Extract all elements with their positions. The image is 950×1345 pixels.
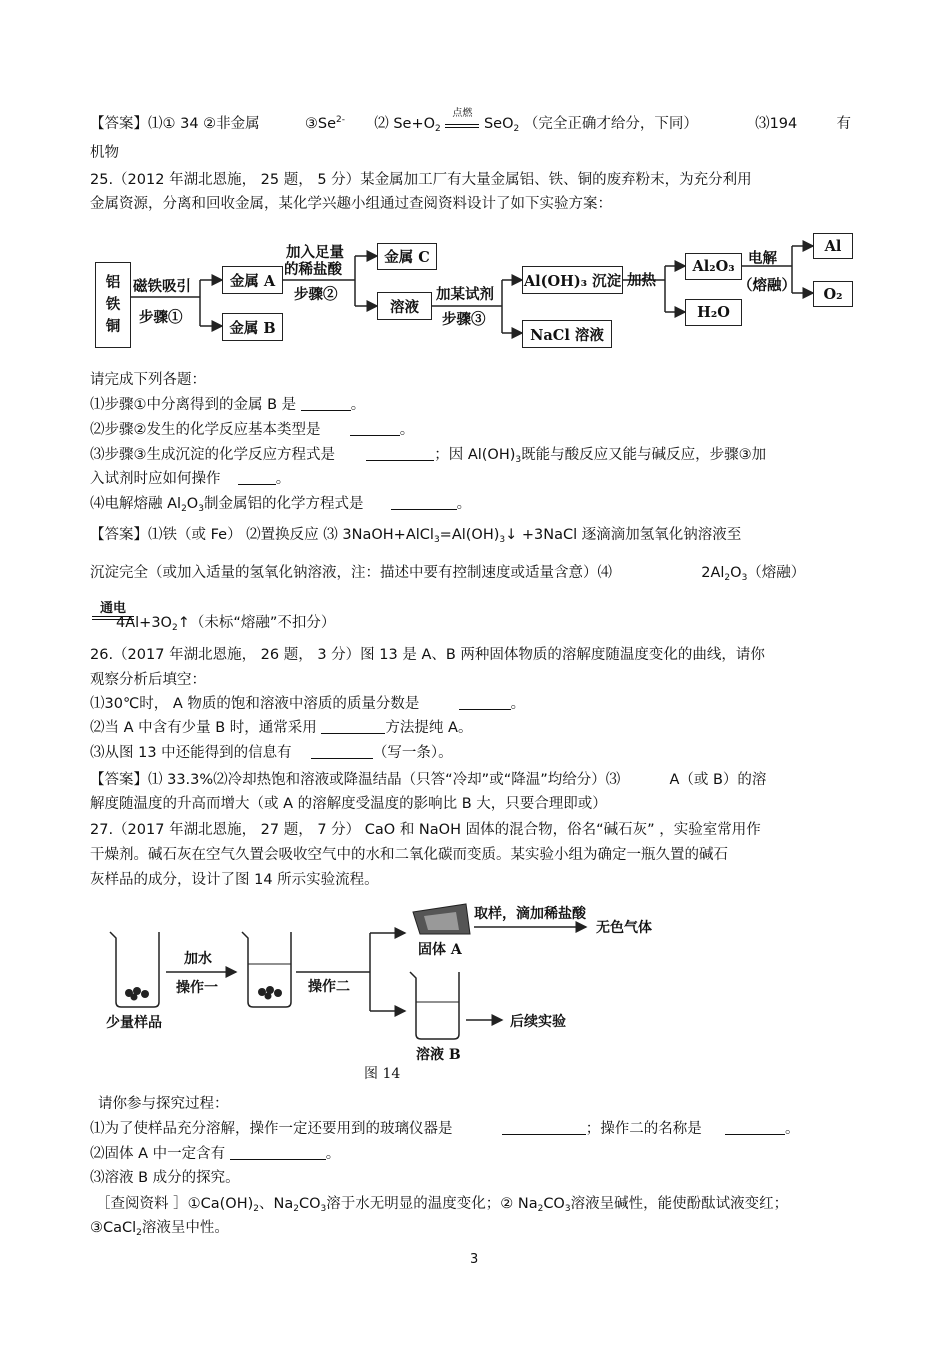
label-electrolysis: 电解 xyxy=(748,250,777,267)
al-box: Al xyxy=(813,233,853,259)
q27-question-3: ⑶溶液 B 成分的探究。 xyxy=(90,1170,240,1186)
q26-question-1: ⑴30℃时， A 物质的饱和溶液中溶质的质量分数是 。 xyxy=(90,696,526,712)
q27-question-1: ⑴为了使样品充分溶解，操作一定还要用到的玻璃仪器是 ；操作二的名称是 。 xyxy=(90,1121,800,1137)
q25-question-3a: ⑶步骤③生成沉淀的化学反应方程式是 ；因 $Al(OH)_3$既能与酸反应又能与碱反应，步骤③加 xyxy=(90,447,767,465)
q27-stem-3: 灰样品的成分，设计了图 14 所示实验流程。 xyxy=(90,872,379,888)
metal-a-box: 金属 A xyxy=(222,266,283,294)
q26-stem-1: 26.（2017 年湖北恩施， 26 题， 3 分）图 13 是 A、B 两种固体物质的溶解度随温度变化的曲线，请你 xyxy=(90,647,765,663)
q26-stem-2: 观察分析后填空： xyxy=(90,672,206,688)
label-sampling: 取样，滴加稀盐酸 xyxy=(474,906,586,922)
label-colorless-gas: 无色气体 xyxy=(596,920,652,936)
answer-blank[interactable] xyxy=(350,421,400,436)
q25-stem-2: 金属资源，分离和回收金属，某化学兴趣小组通过查阅资料设计了如下实验方案： xyxy=(90,196,612,212)
metal-c-box: 金属 C xyxy=(377,243,437,270)
label-solid-a: 固体 A xyxy=(418,942,462,958)
q27-stem-2: 干燥剂。碱石灰在空气久置会吸收空气中的水和二氧化碳而变质。某实验小组为确定一瓶久置的碱石 xyxy=(90,847,728,863)
page-number: 3 xyxy=(470,1252,479,1267)
nacl-solution-box: NaCl 溶液 xyxy=(522,320,612,348)
h2o-box: H₂O xyxy=(685,299,742,326)
q26-answer-2: 解度随温度的升高而增大（或 A 的溶解度受温度的影响比 B 大，只要合理即或） xyxy=(90,796,607,812)
label-step3: 步骤③ xyxy=(442,311,486,328)
al2o3-box: Al₂O₃ xyxy=(685,253,742,280)
answer-24-line-2: 机物 xyxy=(90,145,119,161)
reaction-condition: 点燃 xyxy=(445,116,479,128)
label-magnet: 磁铁吸引 xyxy=(133,278,191,295)
label-step2: 步骤② xyxy=(294,286,338,303)
q25-question-4: ⑷电解熔融 $Al_2O_3$制金属铝的化学方程式是 。 xyxy=(90,496,472,514)
q25-question-2: ⑵步骤②发生的化学反应基本类型是 。 xyxy=(90,422,415,438)
q27-reference-2: ③CaCl$_2$溶液呈中性。 xyxy=(90,1220,229,1238)
q25-stem-1: 25.（2012 年湖北恩施， 25 题， 5 分）某金属加工厂有大量金属铝、铁、铜的废弃粉末，为充分利用 xyxy=(90,172,752,188)
q25-prompt: 请完成下列各题： xyxy=(90,372,206,388)
metal-b-box: 金属 B xyxy=(222,313,283,341)
q27-stem-1: 27.（2017 年湖北恩施， 27 题， 7 分） CaO 和 NaOH 固体的混合物，俗名“碱石灰” ，实验室常用作 xyxy=(90,822,761,838)
label-heat: 加热 xyxy=(627,272,656,289)
raw-material-box: 铝 铁 铜 xyxy=(95,262,131,348)
label-operation-1: 操作一 xyxy=(176,980,218,996)
answer-blank[interactable] xyxy=(238,470,276,485)
label-sample: 少量样品 xyxy=(106,1015,162,1031)
q25-question-1: ⑴步骤①中分离得到的金属 B 是 。 xyxy=(90,397,366,413)
answer-blank[interactable] xyxy=(366,446,434,461)
answer-blank[interactable] xyxy=(459,695,511,710)
label-acid-2: 的稀盐酸 xyxy=(284,261,342,278)
label-molten: （熔融） xyxy=(738,277,796,294)
label-solution-b: 溶液 B xyxy=(416,1047,461,1063)
q27-question-2: ⑵固体 A 中一定含有 。 xyxy=(90,1146,341,1162)
answer-blank[interactable] xyxy=(391,495,457,510)
q27-reference-1: ［查阅资料 $]①Ca(OH)_2$、$Na_2CO_3$溶于水无明显的温度变化；② $Na_2CO_3$溶液呈碱性，能使酚酞试液变红； xyxy=(96,1196,789,1214)
figure-14-caption: 图 14 xyxy=(364,1066,401,1082)
label-next-experiment: 后续实验 xyxy=(510,1014,566,1030)
label-reagent: 加某试剂 xyxy=(436,286,494,303)
solution-box: 溶液 xyxy=(377,292,432,320)
q26-question-2: ⑵当 A 中含有少量 B 时，通常采用 方法提纯 A。 xyxy=(90,720,473,736)
q26-answer-1: 【答案】⑴ 33.3%⑵冷却热饱和溶液或降温结晶（只答“冷却”或“降温”均给分）⑶ A（或 B）的溶 xyxy=(90,772,767,788)
o2-box: O₂ xyxy=(813,281,853,307)
q27-prompt: 请你参与探究过程： xyxy=(98,1096,229,1112)
label-step1: 步骤① xyxy=(139,309,183,326)
answer-blank[interactable] xyxy=(725,1120,785,1135)
answer-blank[interactable] xyxy=(311,744,373,759)
q25-answer-3: $4Al+3O_2↑$（未标“熔融”不扣分） xyxy=(116,615,336,633)
answer-blank[interactable] xyxy=(321,719,385,734)
precipitate-box: Al(OH)₃ 沉淀 xyxy=(522,266,623,294)
answer-blank[interactable] xyxy=(230,1145,326,1160)
label-add-water: 加水 xyxy=(184,951,212,967)
electrolysis-condition: 通电 xyxy=(92,597,134,620)
label-acid-1: 加入足量 xyxy=(286,244,344,261)
q25-answer-1: 【答案】⑴铁（或 Fe） ⑵置换反应 ⑶ $3NaOH+AlCl_3=Al(OH)_3↓$ +3NaCl 逐滴滴加氢氧化钠溶液至 xyxy=(90,527,742,545)
answer-24-line: 【答案】⑴① 34 ②非金属 $③Se^{2-}$ ⑵ $Se+O_2$ 点燃 SeO$_2$ （完全正确才给分，下同） ⑶194 有 xyxy=(90,108,851,134)
answer-blank[interactable] xyxy=(502,1120,586,1135)
q25-question-3b: 入试剂时应如何操作 。 xyxy=(90,471,291,487)
q25-answer-2: 沉淀完全（或加入适量的氢氧化钠溶液，注：描述中要有控制速度或适量含意）⑷ $2Al_2O_3$（熔融） xyxy=(90,565,806,583)
answer-blank[interactable] xyxy=(301,396,351,411)
label-operation-2: 操作二 xyxy=(308,979,350,995)
q26-question-3: ⑶从图 13 中还能得到的信息有 （写一条）。 xyxy=(90,745,453,761)
